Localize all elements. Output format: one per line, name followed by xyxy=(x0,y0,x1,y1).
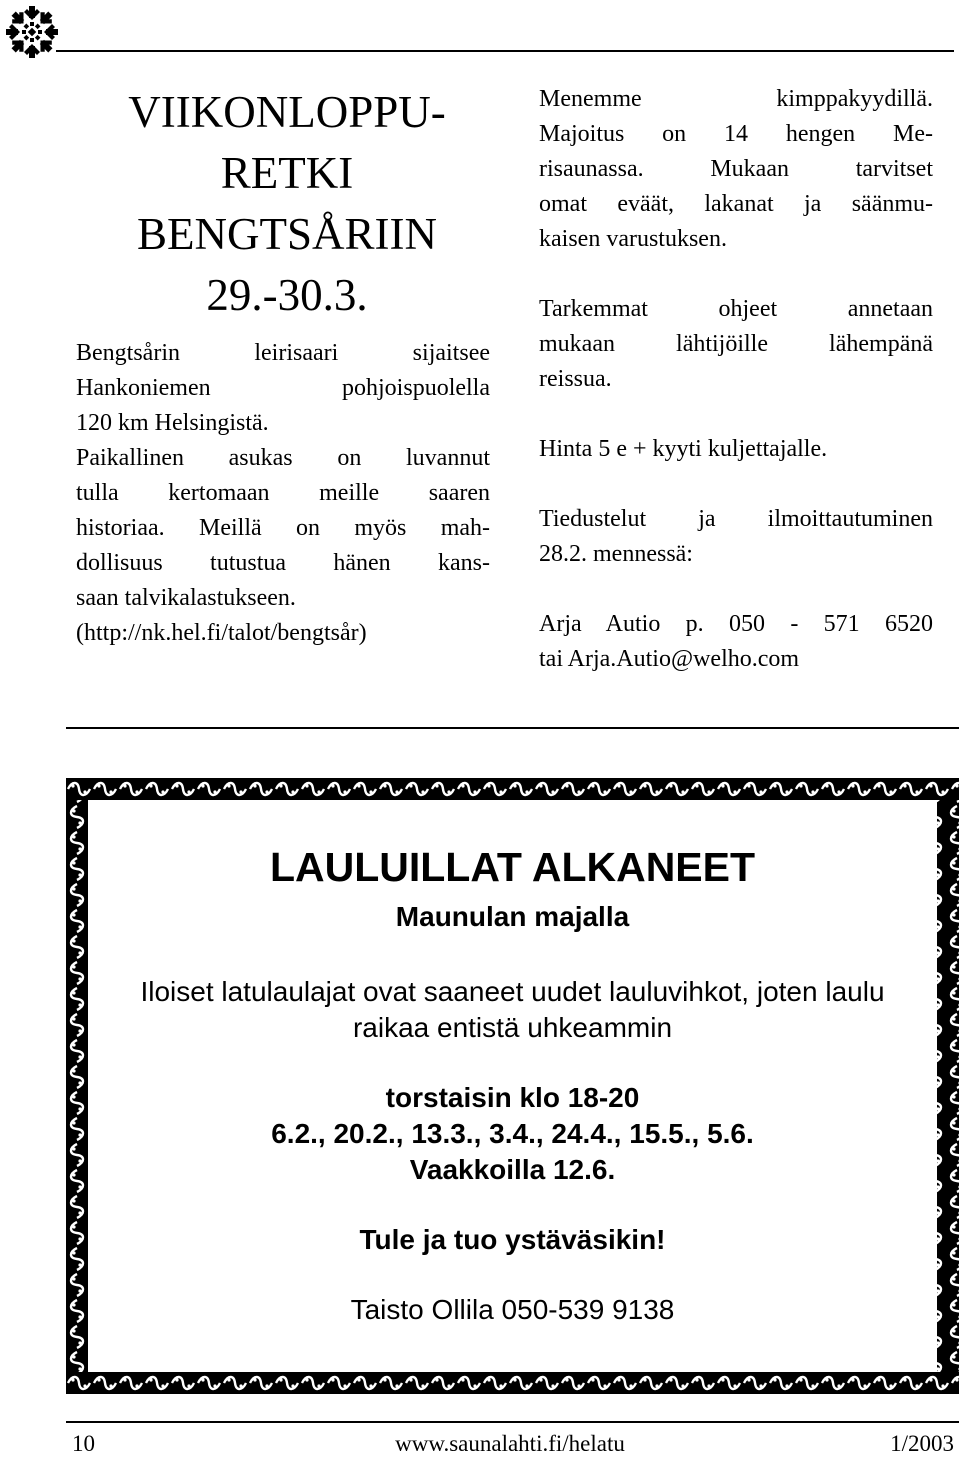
headline-line: 29.-30.3. xyxy=(206,270,368,320)
snowflake-logo-icon xyxy=(4,4,60,60)
announcement-contact: Taisto Ollila 050-539 9138 xyxy=(350,1294,675,1325)
intro-line: Bengtsårin leirisaari sijaitsee xyxy=(76,340,490,366)
trip-article-left xyxy=(76,82,490,651)
intro-line: historiaa. Meillä on myös mah- xyxy=(76,515,490,541)
intro-line: tulla kertomaan meille saaren xyxy=(76,480,490,506)
announcement-place: Vaakkoilla 12.6. xyxy=(409,1154,616,1185)
announcement-invite: Tule ja tuo ystäväsikin! xyxy=(359,1224,666,1255)
announcement-subtitle: Maunulan majalla xyxy=(395,901,630,932)
travel-line: Majoitus on 14 hengen Me- xyxy=(539,121,933,147)
announcement-box xyxy=(66,778,959,1394)
section-divider xyxy=(66,727,959,729)
top-divider xyxy=(56,50,954,52)
details-line: Tarkemmat ohjeet annetaan xyxy=(539,296,933,322)
contact-email[interactable]: tai Arja.Autio@welho.com xyxy=(539,646,800,672)
details-line: mukaan lähtijöille lähempänä xyxy=(539,331,933,357)
announcement-title: LAULUILLAT ALKANEET xyxy=(269,844,756,890)
inquiry-line: Tiedustelut ja ilmoittautuminen xyxy=(539,506,933,532)
intro-line: dollisuus tutustua hänen kans- xyxy=(76,550,490,576)
travel-paragraph xyxy=(539,82,933,257)
footer-divider xyxy=(66,1421,959,1423)
trip-intro xyxy=(76,336,490,651)
headline-line: BENGTSÅRIIN xyxy=(137,209,437,259)
page-number: 10 xyxy=(72,1431,95,1456)
body-line: Iloiset latulaulajat ovat saaneet uudet lauluvihkot, joten laulu xyxy=(140,976,885,1007)
announcement-body xyxy=(98,974,927,1046)
announcement-time: torstaisin klo 18-20 xyxy=(385,1082,640,1113)
travel-line: Menemme kimppakyydillä. xyxy=(539,86,933,112)
details-line: reissua. xyxy=(539,366,612,392)
price-text: Hinta 5 e + kyyti kuljettajalle. xyxy=(539,436,828,462)
travel-line: kaisen varustuksen. xyxy=(539,226,727,252)
announcement-dates: 6.2., 20.2., 13.3., 3.4., 24.4., 15.5., 5.6. xyxy=(271,1118,754,1149)
contact-phone: Arja Autio p. 050 - 571 6520 xyxy=(539,611,933,637)
issue-number: 1/2003 xyxy=(890,1431,954,1456)
footer-url-link[interactable]: www.saunalahti.fi/helatu xyxy=(395,1431,625,1456)
details-paragraph xyxy=(539,292,933,397)
intro-link[interactable]: (http://nk.hel.fi/talot/bengtsår) xyxy=(76,620,367,646)
headline-line: RETKI xyxy=(220,148,354,198)
announcement-content xyxy=(98,814,927,1328)
intro-line: Paikallinen asukas on luvannut xyxy=(76,445,490,471)
travel-line: omat eväät, lakanat ja säänmu- xyxy=(539,191,933,217)
intro-line: saan talvikalastukseen. xyxy=(76,585,296,611)
trip-headline xyxy=(84,82,490,326)
intro-line: Hankoniemen pohjoispuolella xyxy=(76,375,490,401)
headline-line: VIIKONLOPPU- xyxy=(128,87,446,137)
inquiry-line: 28.2. mennessä: xyxy=(539,541,693,567)
inquiry-paragraph xyxy=(539,502,933,572)
travel-line: risaunassa. Mukaan tarvitset xyxy=(539,156,933,182)
contact-paragraph xyxy=(539,607,933,677)
price-paragraph xyxy=(539,432,933,467)
page-footer xyxy=(66,1430,954,1458)
trip-article-right xyxy=(539,82,933,677)
body-line: raikaa entistä uhkeammin xyxy=(352,1012,673,1043)
intro-line: 120 km Helsingistä. xyxy=(76,410,269,436)
